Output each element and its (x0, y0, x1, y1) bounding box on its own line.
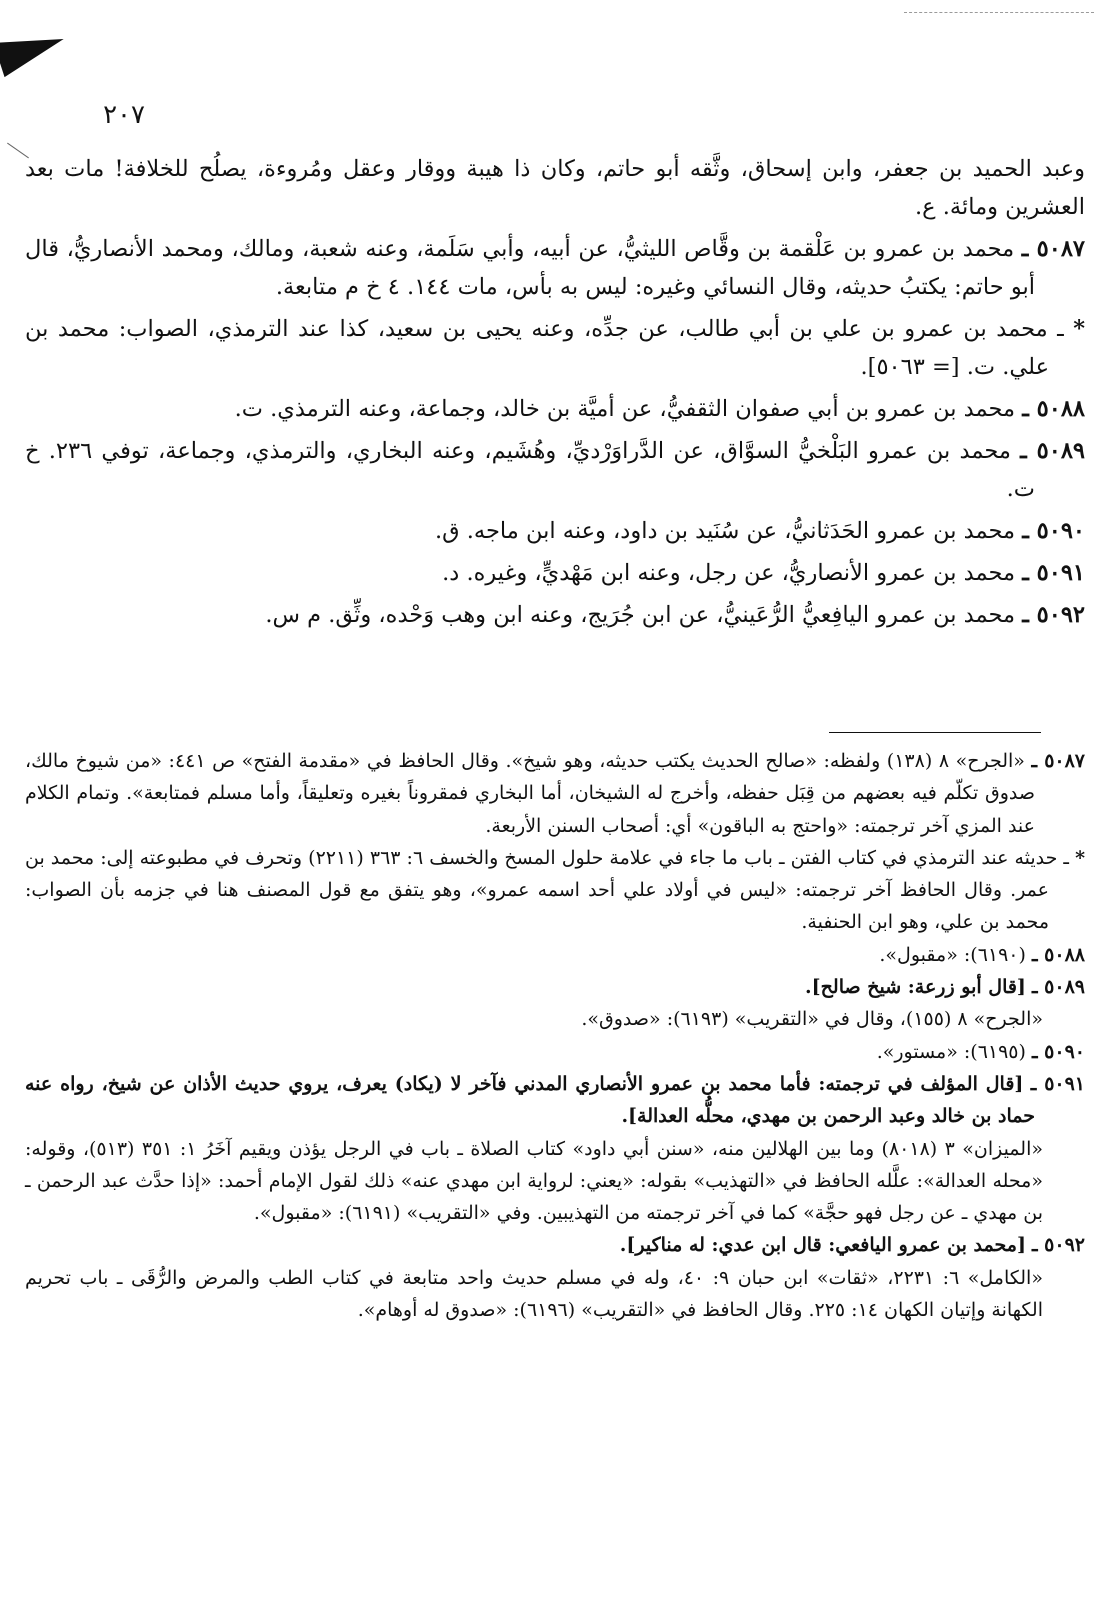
note-number: ٥٠٩٠ ـ (1032, 1040, 1086, 1063)
entry-5092 (26, 596, 1086, 634)
entry-star-marker: * (1074, 316, 1086, 342)
entry-text: محمد بن عمرو الحَدَثانيُّ، عن سُنَيد بن داود، وعنه ابن ماجه. ق. (436, 518, 1017, 544)
entry-5090 (26, 512, 1086, 550)
entry-number: ٥٠٨٨ ـ (1023, 396, 1086, 422)
top-dashed-rule (905, 12, 1095, 13)
note-5087 (26, 745, 1086, 842)
note-text: «الجرح» ٨ (١٣٨) ولفظه: «صالح الحديث يكتب حديثه، وهو شيخ». وقال الحافظ في «مقدمة الفتح» ص ٤٤١: «من شيوخ مالك، صدوق تكلّم فيه بعضهم من قِبَل حفظه، وأخرج له الشيخان، أما البخاري فمقروناً بغيره وتعليقاً، وأما مسلم فمتابعة». وتمام الكلام عند المزي آخر ترجمته: «واحتج به الباقون» أي: أصحاب السنن الأربعة. (26, 750, 1036, 837)
entry-star (26, 310, 1086, 386)
entry-text: محمد بن عمرو البَلْخيُّ السوَّاق، عن الدَّراوَرْديِّ، وهُشَيم، وعنه البخاري، والترمذي، وجماعة، توفي ٢٣٦. خ ت. (26, 438, 1036, 502)
entry-number: ٥٠٩٠ ـ (1023, 518, 1086, 544)
note-number: ٥٠٨٩ ـ (1032, 976, 1086, 999)
entry-5088 (26, 390, 1086, 428)
note-5089 (26, 971, 1086, 1003)
note-5089-detail: «الجرح» ٨ (١٥٥)، وقال في «التقريب» (٦١٩٣): «صدوق». (582, 1008, 1044, 1031)
page-number: ٢٠٧ (104, 100, 146, 130)
entry-5087 (26, 230, 1086, 306)
corner-scan-mark (0, 22, 70, 77)
entry-text: ـ محمد بن عمرو بن علي بن أبي طالب، عن جدِّه، وعنه يحيى بن سعيد، كذا عند الترمذي، الصواب: محمد بن علي. ت. [= ٥٠٦٣]. (26, 316, 1065, 380)
note-number: ٥٠٨٧ ـ (1032, 750, 1087, 772)
note-text-bold: [قال أبو زرعة: شيخ صالح]. (806, 976, 1027, 999)
entry-text: محمد بن عمرو الأنصاريُّ، عن رجل، وعنه ابن مَهْديٍّ، وغيره. د. (443, 560, 1017, 586)
note-text-bold: [قال المؤلف في ترجمته: فأما محمد بن عمرو الأنصاري المدني فآخر لا (يكاد) يعرف، يروي حديث الأذان عن شيخ، رواه عنه حماد بن خالد وعبد الرحمن بن مهدي، محلُّه العدالة]. (26, 1072, 1036, 1128)
note-text: (٦١٩٥): «مستور». (877, 1040, 1027, 1063)
note-5091-detail: «الميزان» ٣ (٨٠١٨) وما بين الهلالين منه، «سنن أبي داود» كتاب الصلاة ـ باب في الرجل يؤذن ويقيم آخَرُ ١: ٣٥١ (٥١٣)، وقوله: «محله العدالة»: علَّله الحافظ في «التهذيب» بقوله: «يعني: لرواية ابن مهدي عنه» ذلك لقول الإمام أحمد: «إذا حدَّث عبد الرحمن ـ بن مهدي ـ عن رجل فهو حجَّة» كما في آخر ترجمته من التهذيبين. وفي «التقريب» (٦١٩١): «مقبول». (26, 1137, 1044, 1225)
note-5092-detail: «الكامل» ٦: ٢٢٣١، «ثقات» ابن حبان ٩: ٤٠، وله في مسلم حديث واحد متابعة في كتاب الطب والمرض والرُّقَى ـ باب تحريم الكهانة وإتيان الكهان ١٤: ٢٢٥. وقال الحافظ في «التقريب» (٦١٩٦): «صدوق له أوهام». (26, 1266, 1044, 1322)
note-number: ٥٠٨٨ ـ (1032, 943, 1086, 966)
entry-number: ٥٠٩٢ ـ (1023, 602, 1086, 628)
continuation-paragraph: وعبد الحميد بن جعفر، وابن إسحاق، وثَّقه أبو حاتم، وكان ذا هيبة ووقار وعقل ومُروءة، يصلُح للخلافة! مات بعد العشرين ومائة. ع. (26, 156, 1086, 220)
main-text (26, 150, 1086, 638)
note-5088 (26, 939, 1086, 971)
note-star (26, 842, 1086, 939)
note-number: ٥٠٩٢ ـ (1032, 1234, 1086, 1257)
note-5090 (26, 1036, 1086, 1068)
entry-number: ٥٠٨٧ ـ (1022, 236, 1086, 262)
note-5091 (26, 1068, 1086, 1133)
note-star-marker: * (1076, 846, 1086, 869)
entry-number: ٥٠٩١ ـ (1023, 560, 1086, 586)
entry-text: محمد بن عمرو بن أبي صفوان الثقفيُّ، عن أميَّة بن خالد، وجماعة، وعنه الترمذي. ت. (235, 396, 1017, 422)
note-5092 (26, 1229, 1086, 1261)
entry-text: محمد بن عمرو بن عَلْقمة بن وقَّاص الليثيُّ، عن أبيه، وأبي سَلَمة، وعنه شعبة، ومالك، ومحمد الأنصاريُّ، قال أبو حاتم: يكتبُ حديثه، وقال النسائي وغيره: ليس به بأس، مات ١٤٤. ٤ خ م متابعة. (26, 236, 1036, 300)
note-text-bold: [محمد بن عمرو اليافعي: قال ابن عدي: له مناكير]. (620, 1234, 1027, 1257)
note-text: ـ حديثه عند الترمذي في كتاب الفتن ـ باب ما جاء في علامة حلول المسخ والخسف ٦: ٣٦٣ (٢٢١١) وتحرف في مطبوعته إلى: محمد بن عمر. وقال الحافظ آخر ترجمته: «ليس في أولاد علي أحد اسمه عمرو»، وهو يتفق مع قول المصنف هنا في جزمه بأن الصواب: محمد بن علي، وهو ابن الحنفية. (26, 846, 1070, 934)
entry-number: ٥٠٨٩ ـ (1021, 438, 1087, 464)
footnote-separator (830, 732, 1042, 733)
footnotes (26, 745, 1086, 1326)
note-number: ٥٠٩١ ـ (1031, 1072, 1087, 1095)
entry-text: محمد بن عمرو اليافِعيُّ الرُّعَينيُّ، عن ابن جُرَيج، وعنه ابن وهب وَحْده، وثِّق. م س. (266, 602, 1017, 628)
note-text: (٦١٩٠): «مقبول». (880, 943, 1027, 966)
entry-5089 (26, 432, 1086, 508)
entry-5091 (26, 554, 1086, 592)
